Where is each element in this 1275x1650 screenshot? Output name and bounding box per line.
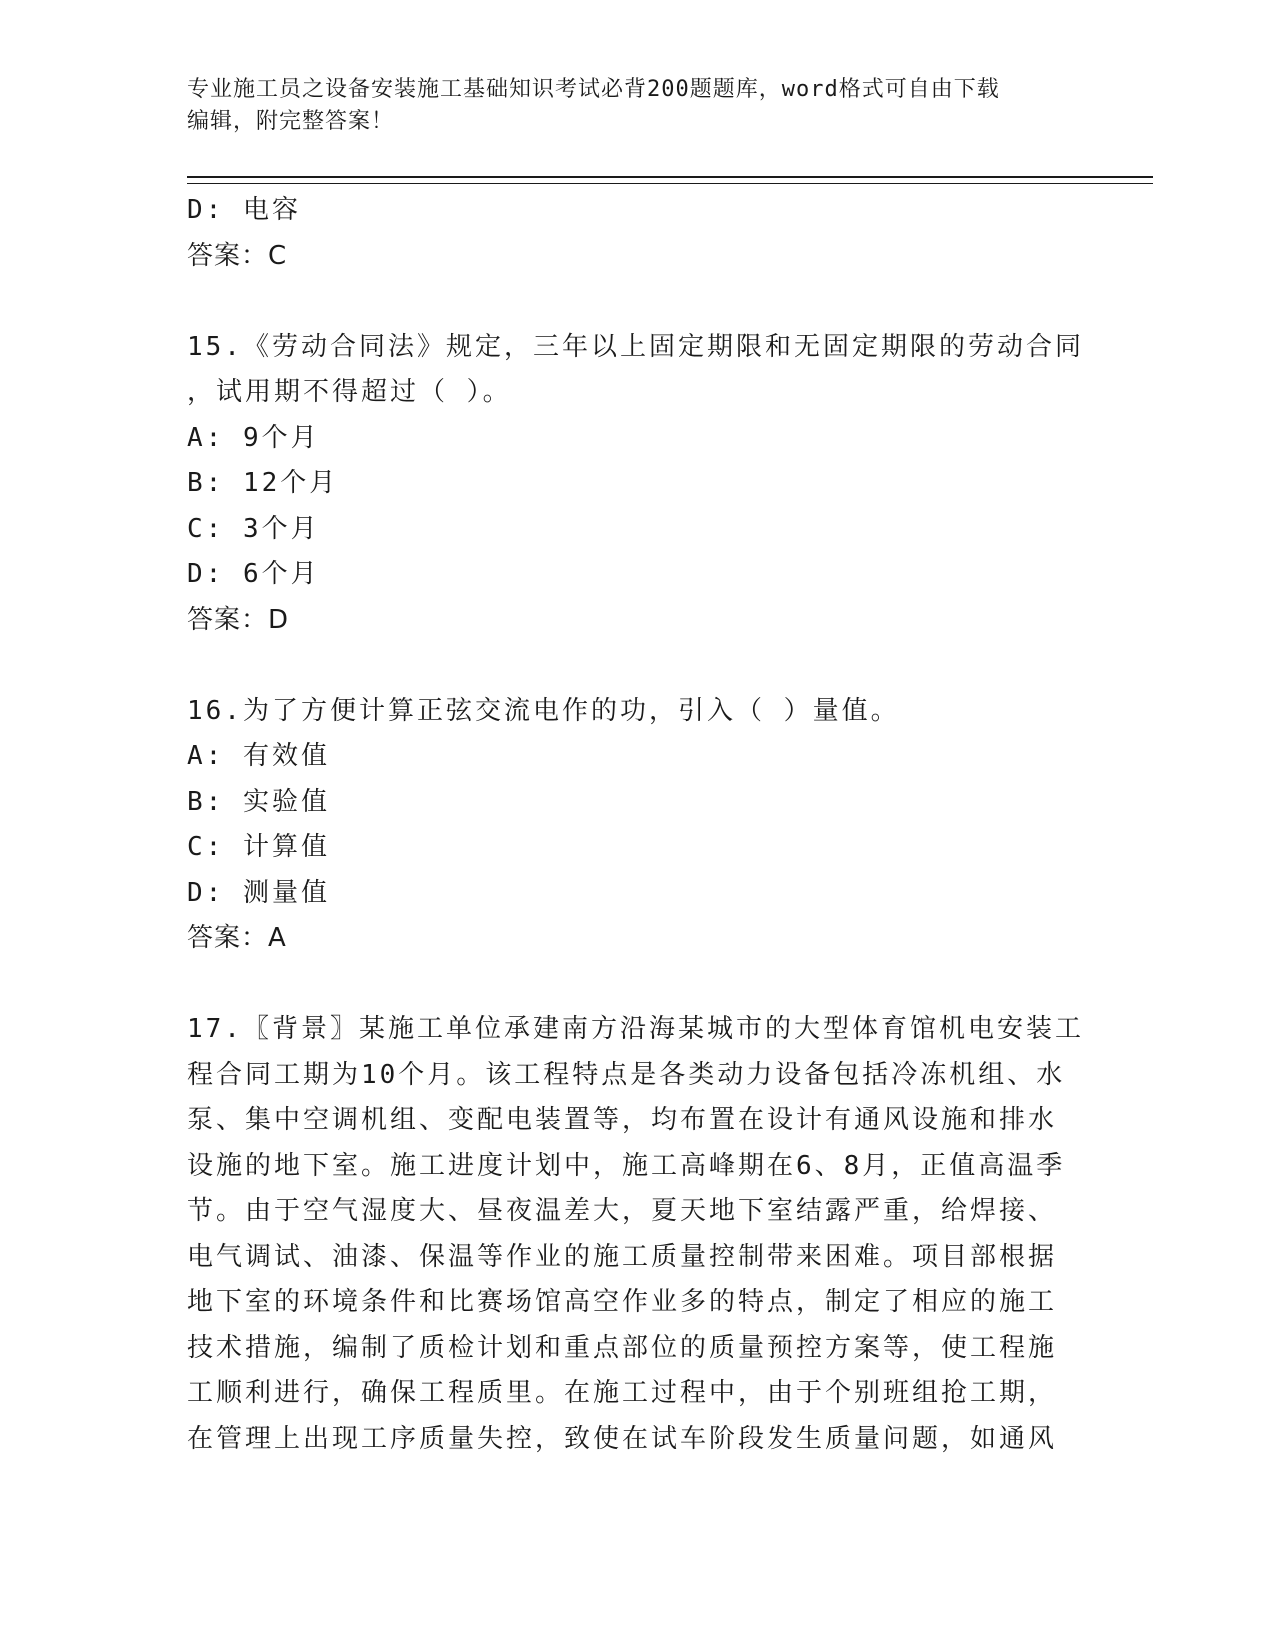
- header-line-1: 专业施工员之设备安装施工基础知识考试必背200题题库，word格式可自由下载: [187, 77, 1000, 102]
- question-14-tail: [187, 188, 1067, 279]
- option-a: A: 9个月: [187, 422, 320, 453]
- question-stem: 16.为了方便计算正弦交流电作的功，引入（ ）量值。: [187, 695, 900, 726]
- question-stem-line: 程合同工期为10个月。该工程特点是各类动力设备包括冷冻机组、水: [187, 1059, 1066, 1090]
- option-d: D: 测量值: [187, 877, 330, 908]
- option-d: D: 电容: [187, 195, 301, 225]
- question-stem-line: 在管理上出现工序质量失控，致使在试车阶段发生质量问题，如通风: [187, 1423, 1058, 1454]
- question-stem-line: 设施的地下室。施工进度计划中，施工高峰期在6、8月，正值高温季: [187, 1150, 1066, 1181]
- option-b: B: 12个月: [187, 468, 339, 498]
- question-stem-line: 泵、集中空调机组、变配电装置等，均布置在设计有通风设施和排水: [187, 1105, 1058, 1135]
- question-stem-line: 技术措施，编制了质检计划和重点部位的质量预控方案等，使工程施: [187, 1332, 1058, 1363]
- spacer: [187, 643, 1067, 689]
- answer-line: 答案：D: [187, 604, 290, 635]
- question-stem-line: 电气调试、油漆、保温等作业的施工质量控制带来困难。项目部根据: [187, 1241, 1058, 1272]
- document-body: [187, 188, 1084, 1462]
- question-17: [187, 1007, 1084, 1462]
- option-c: C: 计算值: [187, 832, 330, 862]
- question-16: [187, 689, 1067, 962]
- question-stem-line: 工顺利进行，确保工程质里。在施工过程中，由于个别班组抢工期，: [187, 1378, 1058, 1408]
- question-stem-line: 地下室的环境条件和比赛场馆高空作业多的特点，制定了相应的施工: [187, 1287, 1058, 1317]
- option-b: B: 实验值: [187, 786, 330, 817]
- question-stem: ，试用期不得超过（ ）。: [187, 377, 512, 407]
- answer-line: 答案：C: [187, 240, 288, 271]
- header-divider: [187, 176, 1153, 184]
- header-line-2: 编辑，附完整答案！: [187, 109, 395, 134]
- answer-line: 答案：A: [187, 923, 287, 953]
- option-c: C: 3个月: [187, 513, 320, 544]
- question-stem: 15.《劳动合同法》规定，三年以上固定期限和无固定期限的劳动合同: [187, 331, 1084, 362]
- question-stem-line: 17.〖背景〗某施工单位承建南方沿海某城市的大型体育馆机电安装工: [187, 1014, 1084, 1044]
- page-header: [187, 74, 1067, 138]
- option-d: D: 6个月: [187, 559, 320, 589]
- question-stem-line: 节。由于空气湿度大、昼夜温差大，夏天地下室结露严重，给焊接、: [187, 1196, 1058, 1226]
- option-a: A: 有效值: [187, 741, 330, 771]
- spacer: [187, 279, 1067, 325]
- question-15: [187, 325, 1084, 644]
- spacer: [187, 962, 1067, 1008]
